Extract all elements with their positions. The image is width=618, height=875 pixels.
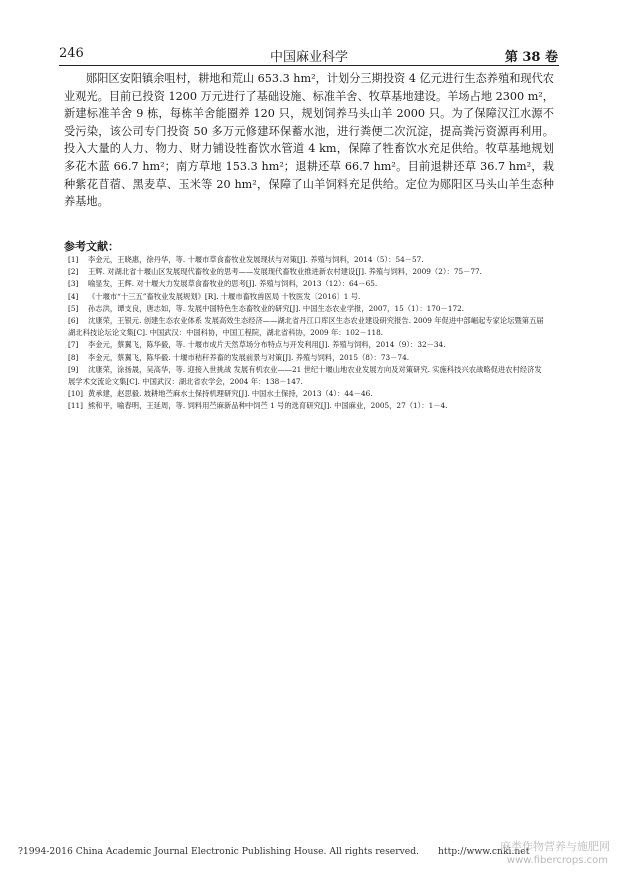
reference-list <box>68 254 548 413</box>
reference-number: [5] <box>68 303 79 313</box>
reference-item <box>68 315 548 339</box>
reference-item <box>68 266 548 278</box>
reference-item <box>68 339 548 351</box>
reference-text: 孙志洪，谭支良，唐志如，等. 发展中国特色生态畜牧业的研究[J]. 中国生态农业学报，2007，15（1）：170－172. <box>88 303 465 313</box>
reference-text: 李金元，蔡翼飞，陈华毅，等. 十堰市成片天然草场分布特点与开发利用[J]. 养殖与饲料，2014（9）：32－34. <box>88 340 446 350</box>
body-paragraph: 郧阳区安阳镇余咀村，耕地和荒山 653.3 hm²，计划分三期投资 4 亿元进行生态养殖和现代农业观光。目前已投资 1200 万元进行了基础设施、标准羊舍、牧草基地建设。羊场占地 2300 m²，新建标准羊舍 9 栋，每栋羊舍能圈养 120 只，规划饲养马头山羊 2000 只。为了保障汉江水源不受污染，该公司专门投资 50 多万元修建环保蓄水池，进行粪便二次沉淀，提高粪污资源再利用。投入大量的人力、物力、财力铺设牲畜饮水管道 4 km，保障了牲畜饮水充足供给。牧草基地规划多花木蓝 66.7 hm²；南方草地 153.3 hm²；退耕还草 66.7 hm²。目前退耕还草 36.7 hm²，栽种紫花苜蓿、黑麦草、玉米等 20 hm²，保障了山羊饲料充足供给。定位为郧阳区马头山羊生态种养基地。 <box>64 72 554 209</box>
reference-item <box>68 388 548 400</box>
reference-text: 喻显发，王辉. 对十堰大力发展草食畜牧业的思考[J]. 养殖与饲料，2013（12）：64－65. <box>88 279 378 289</box>
reference-text: 李金元，王晓惠，徐丹华，等. 十堰市草食畜牧业发展现状与对策[J]. 养殖与饲料，2014（5）：54－57. <box>88 255 424 264</box>
reference-text: 《十堰市“十三五”畜牧业发展规划》[R]. 十堰市畜牧兽医局 十牧医发〔2016〕1 号. <box>88 291 361 301</box>
reference-text: 沈康荣，王银元. 创建生态农业体系 发展高效生态经济——湖北省丹江口库区生态农业建设研究报告. 2009 年促进中部崛起专家论坛暨第五届湖北科技论坛论文集[C]. 中国武汉：中国科协，中国工程院，湖北省科协，2009 年：102－118. <box>68 316 544 338</box>
reference-number: [9] <box>68 364 79 374</box>
reference-item <box>68 352 548 364</box>
reference-item <box>68 303 548 315</box>
watermark-site-url: www.fibercrops.com <box>506 855 608 866</box>
volume-label: 第 38 卷 <box>504 50 558 65</box>
reference-text: 王辉. 对湖北省十堰山区发展现代畜牧业的思考——发展现代畜牧业推进新农村建设[J]. 养殖与饲料，2009（2）：75－77. <box>88 267 483 277</box>
header-rule <box>59 65 559 66</box>
reference-number: [6] <box>68 316 79 326</box>
reference-text: 熊和平，喻春明，王延周，等. 饲料用苎麻新品种中饲苎 1 号的选育研究[J]. 中国麻业，2005，27（1）：1－4. <box>88 401 448 411</box>
reference-number: [2] <box>68 267 79 277</box>
reference-number: [8] <box>68 352 79 362</box>
reference-item <box>68 291 548 303</box>
watermark-site-name: 麻类作物营养与施肥网 <box>500 840 610 853</box>
journal-title: 中国麻业科学 <box>269 50 348 65</box>
reference-text: 黄承建，赵思毅. 坡耕地苎麻水土保持机理研究[J]. 中国水土保持，2013（4）：44－46. <box>88 389 373 399</box>
copyright-footer: ?1994-2016 China Academic Journal Electronic Publishing House. All rights reserved. <box>18 846 420 857</box>
reference-item <box>68 254 548 266</box>
reference-number: [10] <box>68 389 83 399</box>
cnki-link[interactable]: http://www.cnki.net <box>438 846 530 857</box>
references-heading: 参考文献： <box>64 240 119 253</box>
reference-item <box>68 278 548 290</box>
reference-number: [1] <box>68 255 79 264</box>
reference-number: [3] <box>68 279 79 289</box>
reference-text: 李金元，蔡翼飞，陈华毅. 十堰市秸秆养畜的发展前景与对策[J]. 养殖与饲料，2015（8）：73－74. <box>88 352 410 362</box>
reference-item <box>68 364 548 388</box>
reference-number: [4] <box>68 291 79 301</box>
reference-number: [11] <box>68 401 83 411</box>
reference-text: 沈康荣，涂扬晟，吴高华，等. 迎接入世挑战 发展有机农业——21 世纪十堰山地农业发展方向及对策研究. 实施科技兴农战略促进农村经济发展学术交流论文集[C]. 中国武汉：湖北省农学会，2004 年：138－147. <box>68 364 542 387</box>
reference-number: [7] <box>68 340 79 350</box>
page-number: 246 <box>59 46 84 61</box>
reference-item <box>68 400 548 412</box>
